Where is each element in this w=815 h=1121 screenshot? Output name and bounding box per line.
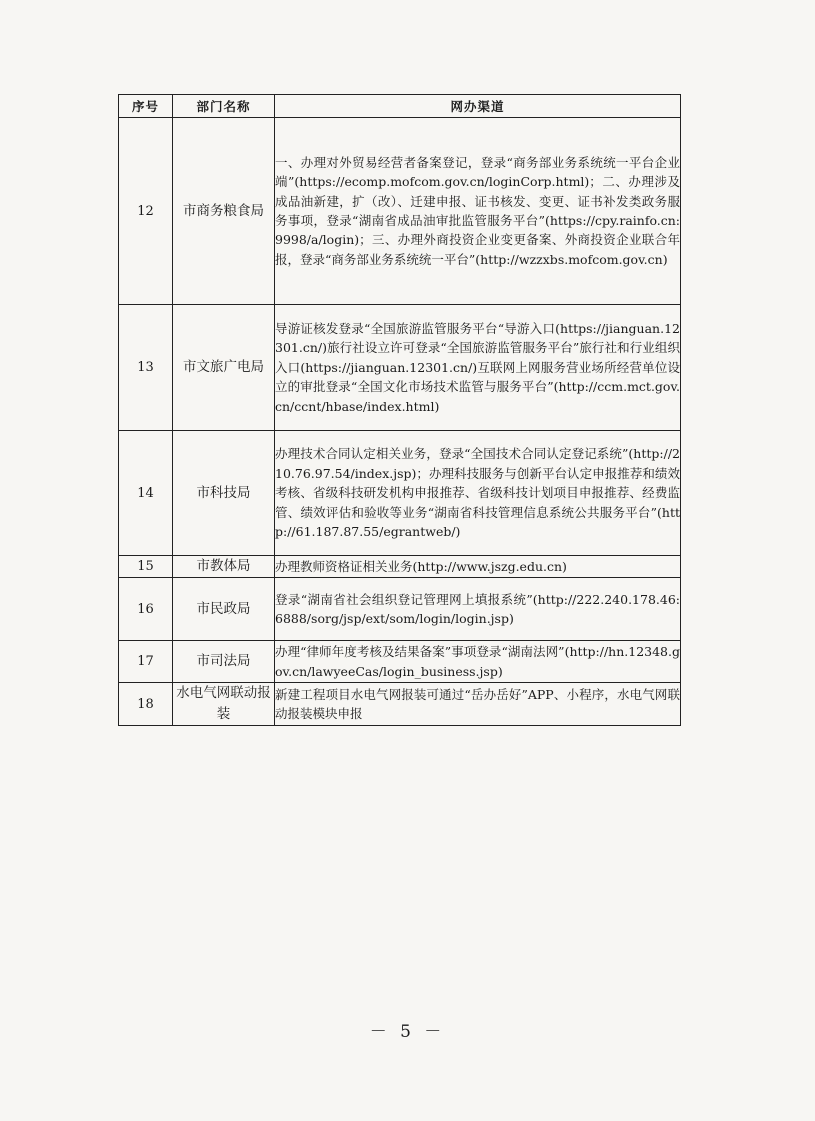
row-dept: 水电气网联动报装 [173,683,275,726]
row-channel: 新建工程项目水电气网报装可通过“岳办岳好”APP、小程序，水电气网联动报装模块申报 [275,683,681,726]
row-dept: 市商务粮食局 [173,118,275,305]
table-header-row [119,95,681,118]
row-channel: 办理“律师年度考核及结果备案”事项登录“湖南法网”(http://hn.12348.gov.cn/lawyeeCas/login_business.jsp) [275,641,681,683]
row-dept: 市民政局 [173,578,275,641]
row-dept: 市司法局 [173,641,275,683]
row-seq: 16 [119,578,173,641]
row-channel: 导游证核发登录“全国旅游监管服务平台“导游入口(https://jianguan.12301.cn/)旅行社设立许可登录“全国旅游监管服务平台”旅行社和行业组织入口(https://jianguan.12301.cn/)互联网上网服务营业场所经营单位设立的审批登录“全国文化市场技术监管与服务平台”(http://ccm.mct.gov.cn/ccnt/hbase/index.html) [275,305,681,431]
row-dept: 市文旅广电局 [173,305,275,431]
row-channel: 办理教师资格证相关业务(http://www.jszg.edu.cn) [275,556,681,578]
row-seq: 14 [119,431,173,556]
header-channel: 网办渠道 [275,95,681,118]
header-seq: 序号 [119,95,173,118]
table-row [119,305,681,431]
row-seq: 12 [119,118,173,305]
table-row [119,578,681,641]
row-dept: 市科技局 [173,431,275,556]
channel-table [118,94,681,726]
row-seq: 18 [119,683,173,726]
row-dept: 市教体局 [173,556,275,578]
row-seq: 17 [119,641,173,683]
page-number: － 5 － [369,1022,446,1042]
row-channel: 办理技术合同认定相关业务，登录“全国技术合同认定登记系统”(http://210.76.97.54/index.jsp)；办理科技服务与创新平台认定申报推荐和绩效考核、省级科技研发机构申报推荐、省级科技计划项目申报推荐、经费监管、绩效评估和验收等业务“湖南省科技管理信息系统公共服务平台”(http://61.187.87.55/egrantweb/) [275,431,681,556]
header-dept: 部门名称 [173,95,275,118]
table-row [119,118,681,305]
row-channel: 一、办理对外贸易经营者备案登记，登录“商务部业务系统统一平台企业端”(https://ecomp.mofcom.gov.cn/loginCorp.html)；二、办理涉及成品油新建，扩（改）、迁建申报、证书核发、变更、证书补发类政务服务事项，登录“湖南省成品油审批监管服务平台”(https://cpy.rainfo.cn:9998/a/login)；三、办理外商投资企业变更备案、外商投资企业联合年报，登录“商务部业务系统统一平台”(http://wzzxbs.mofcom.gov.cn) [275,118,681,305]
table-row [119,641,681,683]
row-seq: 13 [119,305,173,431]
row-channel: 登录“湖南省社会组织登记管理网上填报系统”(http://222.240.178.46:6888/sorg/jsp/ext/som/login/login.jsp) [275,578,681,641]
table-row [119,431,681,556]
table-row [119,683,681,726]
table-row [119,556,681,578]
row-seq: 15 [119,556,173,578]
